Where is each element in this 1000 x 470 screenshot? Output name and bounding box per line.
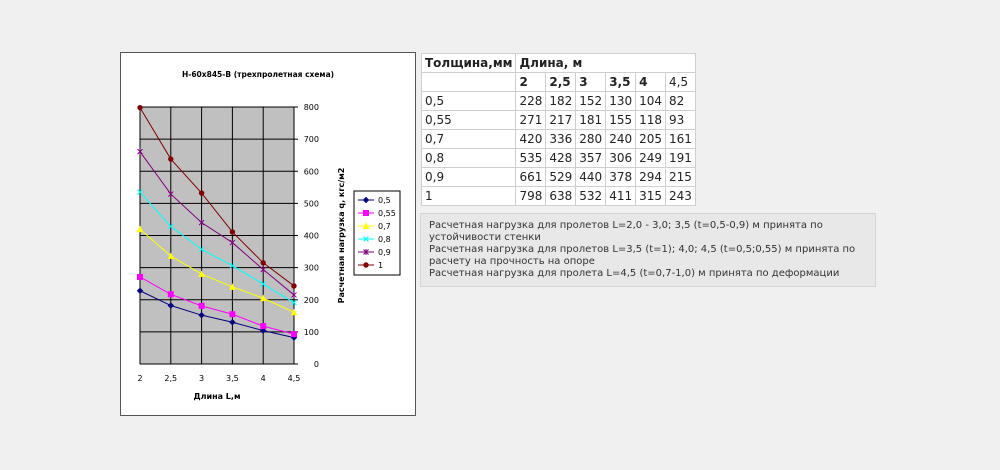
thickness-cell: 0,5 [422, 92, 516, 111]
table-row [422, 168, 696, 187]
x-tick-label: 2 [137, 374, 143, 383]
legend-marker [364, 263, 368, 267]
legend-label: 0,55 [378, 209, 396, 218]
data-point [292, 284, 296, 288]
data-point [169, 157, 173, 161]
legend-box [354, 191, 400, 275]
y-tick-label: 500 [303, 199, 319, 209]
length-cell: 3,5 [606, 73, 636, 92]
value-cell: 152 [576, 92, 606, 111]
value-cell: 294 [636, 168, 666, 187]
y-tick-label: 700 [303, 135, 319, 145]
value-cell: 357 [576, 149, 606, 168]
value-cell: 428 [546, 149, 576, 168]
data-point [230, 312, 235, 317]
value-cell: 535 [516, 149, 546, 168]
length-header: Длина, м [516, 54, 695, 73]
value-cell: 118 [636, 111, 666, 130]
value-cell: 104 [636, 92, 666, 111]
legend-label: 0,9 [378, 248, 391, 257]
value-cell: 280 [576, 130, 606, 149]
data-point [230, 230, 234, 234]
data-point [199, 303, 204, 308]
value-cell: 161 [666, 130, 696, 149]
data-point [261, 324, 266, 329]
y-tick-label: 300 [303, 263, 319, 273]
thickness-header: Толщина,мм [422, 54, 516, 73]
y-tick-label: 600 [303, 167, 319, 177]
value-cell: 336 [546, 130, 576, 149]
x-tick-label: 4,5 [287, 374, 301, 383]
value-cell: 182 [546, 92, 576, 111]
value-cell: 181 [576, 111, 606, 130]
table-row [422, 187, 696, 206]
x-tick-label: 4 [260, 374, 266, 383]
table-row [422, 130, 696, 149]
data-point [261, 261, 265, 265]
value-cell: 82 [666, 92, 696, 111]
length-cell: 2 [516, 73, 546, 92]
data-point [199, 191, 203, 195]
value-cell: 240 [606, 130, 636, 149]
value-cell: 205 [636, 130, 666, 149]
x-tick-label: 3,5 [226, 374, 239, 383]
value-cell: 306 [606, 149, 636, 168]
y-tick-label: 800 [303, 103, 319, 112]
legend-label: 1 [378, 261, 384, 270]
value-cell: 249 [636, 149, 666, 168]
x-axis-title: Длина L,м [193, 392, 241, 401]
value-cell: 243 [666, 187, 696, 206]
value-cell: 440 [576, 168, 606, 187]
value-cell: 378 [606, 168, 636, 187]
value-cell: 271 [516, 111, 546, 130]
chart-title: Н-60х845-В (трехпролетная схема) [181, 70, 335, 79]
value-cell: 420 [516, 130, 546, 149]
value-cell: 661 [516, 168, 546, 187]
note-line: Расчетная нагрузка для пролетов L=3,5 (t=1); 4,0; 4,5 (t=0,5;0,55) м принята по расчету на прочность на опоре [429, 244, 856, 267]
value-cell: 228 [516, 92, 546, 111]
length-cell: 4 [636, 73, 666, 92]
chart-frame [120, 52, 416, 416]
note-line: Расчетная нагрузка для пролета L=4,5 (t=0,7-1,0) м принята по деформации [429, 268, 840, 279]
legend-label: 0,7 [378, 222, 391, 231]
table-row [422, 92, 696, 111]
thickness-cell: 0,8 [422, 149, 516, 168]
y-tick-label: 100 [303, 327, 319, 337]
length-cell: 3 [576, 73, 606, 92]
value-cell: 798 [516, 187, 546, 206]
length-cell: 2,5 [546, 73, 576, 92]
legend-label: 0,8 [378, 235, 391, 244]
length-cell: 4,5 [666, 73, 696, 92]
thickness-cell: 0,7 [422, 130, 516, 149]
note-line: Расчетная нагрузка для пролетов L=2,0 - 3,0; 3,5 (t=0,5-0,9) м принята по устойчивости стенки [429, 220, 823, 243]
value-cell: 93 [666, 111, 696, 130]
data-point [138, 105, 142, 109]
thickness-cell: 0,55 [422, 111, 516, 130]
y-tick-label: 200 [303, 295, 319, 305]
table-header-row [422, 54, 696, 73]
thickness-cell: 0,9 [422, 168, 516, 187]
x-tick-label: 2,5 [164, 374, 178, 383]
table-row [422, 149, 696, 168]
value-cell: 191 [666, 149, 696, 168]
thickness-cell: 1 [422, 187, 516, 206]
data-point [168, 292, 173, 297]
data-point [138, 274, 143, 279]
value-cell: 411 [606, 187, 636, 206]
value-cell: 529 [546, 168, 576, 187]
value-cell: 638 [546, 187, 576, 206]
length-values-row [422, 73, 696, 92]
x-tick-label: 3 [199, 374, 205, 383]
value-cell: 532 [576, 187, 606, 206]
value-cell: 315 [636, 187, 666, 206]
y-tick-label: 400 [303, 231, 319, 241]
table-row [422, 111, 696, 130]
value-cell: 155 [606, 111, 636, 130]
legend-marker [364, 211, 369, 216]
value-cell: 130 [606, 92, 636, 111]
y-tick-label: 0 [313, 360, 319, 369]
value-cell: 215 [666, 168, 696, 187]
line-chart [121, 53, 415, 415]
load-table [421, 53, 696, 206]
data-point [292, 332, 297, 337]
empty-cell [422, 73, 516, 92]
y-axis-title: Расчетная нагрузка q, кгс/м2 [337, 167, 346, 304]
notes-box [420, 213, 876, 287]
legend-label: 0,5 [378, 196, 391, 205]
value-cell: 217 [546, 111, 576, 130]
